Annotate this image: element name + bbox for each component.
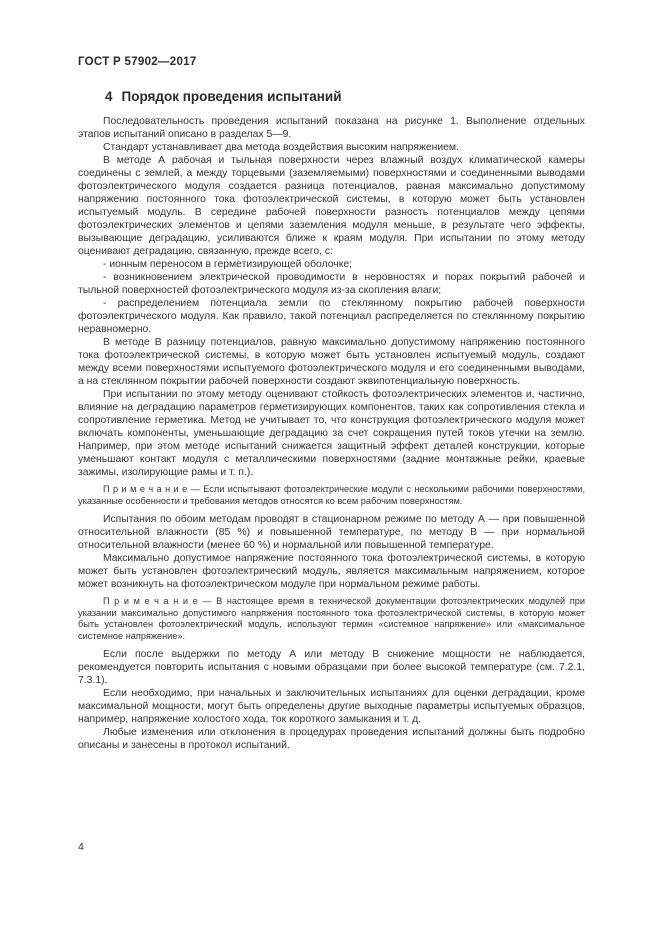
body-paragraph: В методе А рабочая и тыльная поверхности через влажный воздух климатической камеры соединены с землей, а между торцевыми (заземляемыми) поверхностями и соединенными выводами фотоэлектрического модуля создается разница потенциалов, равная максимально допустимому напряжению постоянного тока фотоэлектрической системы, в которую может быть установлен испытуемый модуль. В середине рабочей поверхности разность потенциалов между цепями фотоэлектрических элементов и цепями заземления модуля меньше, в результате чего эффекты, вызывающие деградацию, усиливаются ближе к краям модуля. При испытании по этому методу оценивают деградацию, связанную, прежде всего, с: xyxy=(78,155,585,257)
list-item-paragraph: - распределением потенциала земли по стеклянному покрытию рабочей поверхности фотоэлектрического модуля. Как правило, такой потенциал распределяется по стеклянному покрытию неравномерно. xyxy=(78,298,585,335)
doc-code: ГОСТ Р 57902—2017 xyxy=(78,56,197,68)
body-paragraph: Испытания по обоим методам проводят в стационарном режиме по методу А — при повышенной относительной влажности (85 %) и повышенной температуре, по методу В — при нормальной относительной влажности (менее 60 %) и нормальной или повышенной температуре. xyxy=(78,514,585,551)
body-paragraph: При испытании по этому методу оценивают стойкость фотоэлектрических элементов и, частично, влияние на деградацию параметров герметизирующих компонентов, таких как сопротивления стекла и сопротивление герметика. Метод не учитывает то, что конструкция фотоэлектрического модуля может включать компоненты, уменьшающие деградацию за счет сокращения путей токов утечки на землю. Например, при этом методе испытаний снижается защитный эффект деталей конструкции, которые уменьшают контакт модуля с металлическими поверхностями (задние монтажные рейки, краевые зажимы, изолирующие рамы и т. п.). xyxy=(78,389,585,478)
section-number: 4 xyxy=(105,89,113,104)
section-title: Порядок проведения испытаний xyxy=(121,89,342,104)
note-paragraph: П р и м е ч а н и е — Если испытывают фотоэлектрические модули с несколькими рабочими поверхностями, указанные особенности и требования методов относятся ко всем рабочим поверхностям. xyxy=(78,484,585,506)
page-content xyxy=(78,56,585,752)
body-paragraph: Если необходимо, при начальных и заключительных испытаниях для оценки деградации, кроме максимальной мощности, могут быть определены другие выходные параметры испытуемых образцов, например, напряжение холостого хода, ток короткого замыкания и т. д. xyxy=(78,688,585,725)
document-paragraphs xyxy=(78,115,585,752)
page-number: 4 xyxy=(78,841,84,853)
body-paragraph: В методе В разницу потенциалов, равную максимально допустимому напряжению постоянного тока фотоэлектрической системы, в которую может быть установлен испытуемый модуль, создают между всеми поверхностями испытуемого фотоэлектрического модуля и его соединенными выводами, а на стеклянном покрытии рабочей поверхности создают эквипотенциальную поверхность. xyxy=(78,337,585,387)
note-paragraph: П р и м е ч а н и е — В настоящее время в технической документации фотоэлектрических модулей при указании максимально допустимого напряжения постоянного тока фотоэлектрической системы, в которую может быть установлен фотоэлектрический модуль, используют термин «системное напряжение» или «максимальное системное напряжение». xyxy=(78,596,585,641)
section-heading xyxy=(105,89,585,104)
body-paragraph: Последовательность проведения испытаний показана на рисунке 1. Выполнение отдельных этапов испытаний описано в разделах 5—9. xyxy=(78,116,585,140)
list-item-paragraph: - ионным переносом в герметизирующей оболочке; xyxy=(103,259,353,270)
body-paragraph: Если после выдержки по методу А или методу В снижение мощности не наблюдается, рекомендуется повторить испытания с новыми образцами при более высокой температуре (см. 7.2.1, 7.3.1). xyxy=(78,649,585,686)
body-paragraph: Максимально допустимое напряжение постоянного тока фотоэлектрической системы, в которую может быть установлен фотоэлектрический модуль, является максимальным напряжением, которое может возникнуть на фотоэлектрическом модуле при нормальном режиме работы. xyxy=(78,553,585,590)
body-paragraph: Стандарт устанавливает два метода воздействия высоким напряжением. xyxy=(103,142,459,153)
list-item-paragraph: - возникновением электрической проводимости в неровностях и порах покрытий рабочей и тыльной поверхностей фотоэлектрического модуля из-за скопления влаги; xyxy=(78,272,585,296)
body-paragraph: Любые изменения или отклонения в процедурах проведения испытаний должны быть подробно описаны и занесены в протокол испытаний. xyxy=(78,727,585,751)
